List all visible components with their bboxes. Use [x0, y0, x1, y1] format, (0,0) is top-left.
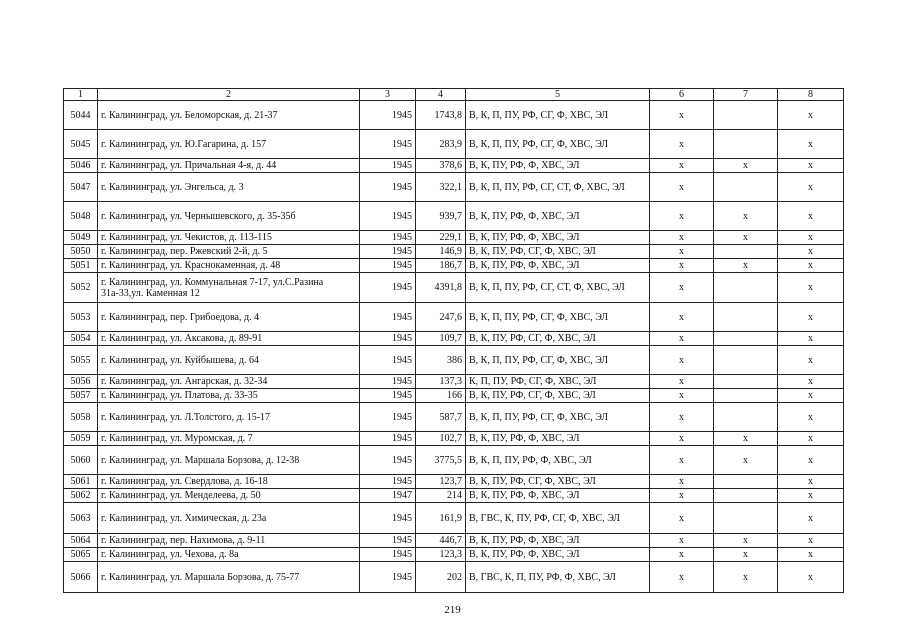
table-row [64, 475, 844, 489]
mark-col-8-cell: х [778, 173, 844, 202]
address-cell: г. Калининград, ул. Краснокаменная, д. 48 [98, 259, 360, 273]
year-built-cell: 1945 [360, 245, 416, 259]
table-row [64, 534, 844, 548]
mark-col-7-cell: х [714, 259, 778, 273]
record-number-cell: 5065 [64, 548, 98, 562]
table-row [64, 101, 844, 130]
mark-col-6-cell: х [650, 475, 714, 489]
record-number-cell: 5046 [64, 159, 98, 173]
year-built-cell: 1945 [360, 259, 416, 273]
table-row [64, 446, 844, 475]
record-number-cell: 5061 [64, 475, 98, 489]
address-cell: г. Калининград, ул. Чернышевского, д. 35-35б [98, 202, 360, 231]
table-row [64, 389, 844, 403]
mark-col-7-cell: х [714, 446, 778, 475]
mark-col-6-cell: х [650, 173, 714, 202]
table-row [64, 173, 844, 202]
area-cell: 123,3 [416, 548, 466, 562]
mark-col-6-cell: х [650, 273, 714, 303]
mark-col-8-cell: х [778, 475, 844, 489]
mark-col-6-cell: х [650, 446, 714, 475]
mark-col-8-cell: х [778, 432, 844, 446]
mark-col-7-cell [714, 130, 778, 159]
year-built-cell: 1945 [360, 503, 416, 534]
mark-col-6-cell: х [650, 303, 714, 332]
utilities-cell: В, К, П, ПУ, РФ, СГ, Ф, ХВС, ЭЛ [466, 403, 650, 432]
record-number-cell: 5051 [64, 259, 98, 273]
mark-col-6-cell: х [650, 332, 714, 346]
mark-col-8-cell: х [778, 159, 844, 173]
mark-col-6-cell: х [650, 548, 714, 562]
table-row [64, 346, 844, 375]
year-built-cell: 1945 [360, 548, 416, 562]
mark-col-6-cell: х [650, 346, 714, 375]
mark-col-8-cell: х [778, 303, 844, 332]
year-built-cell: 1945 [360, 389, 416, 403]
record-number-cell: 5054 [64, 332, 98, 346]
mark-col-6-cell: х [650, 231, 714, 245]
address-cell: г. Калининград, ул. Энгельса, д. 3 [98, 173, 360, 202]
mark-col-8-cell: х [778, 389, 844, 403]
address-cell: г. Калининград, ул. Коммунальная 7-17, ул.С.Разина 31а-33,ул. Каменная 12 [98, 273, 360, 303]
housing-register-table [63, 88, 844, 593]
mark-col-7-cell [714, 273, 778, 303]
address-cell: г. Калининград, ул. Ю.Гагарина, д. 157 [98, 130, 360, 159]
record-number-cell: 5066 [64, 562, 98, 593]
mark-col-8-cell: х [778, 332, 844, 346]
utilities-cell: В, К, ПУ, РФ, СГ, Ф, ХВС, ЭЛ [466, 475, 650, 489]
mark-col-6-cell: х [650, 534, 714, 548]
area-cell: 283,9 [416, 130, 466, 159]
record-number-cell: 5055 [64, 346, 98, 375]
mark-col-8-cell: х [778, 231, 844, 245]
utilities-cell: В, К, ПУ, РФ, Ф, ХВС, ЭЛ [466, 548, 650, 562]
mark-col-7-cell [714, 503, 778, 534]
utilities-cell: В, К, П, ПУ, РФ, СГ, Ф, ХВС, ЭЛ [466, 130, 650, 159]
year-built-cell: 1945 [360, 231, 416, 245]
record-number-cell: 5058 [64, 403, 98, 432]
utilities-cell: В, К, ПУ, РФ, Ф, ХВС, ЭЛ [466, 489, 650, 503]
mark-col-8-cell: х [778, 273, 844, 303]
mark-col-6-cell: х [650, 489, 714, 503]
utilities-cell: В, К, П, ПУ, РФ, СГ, СТ, Ф, ХВС, ЭЛ [466, 273, 650, 303]
table-row [64, 202, 844, 231]
utilities-cell: В, К, ПУ, РФ, СГ, Ф, ХВС, ЭЛ [466, 389, 650, 403]
mark-col-8-cell: х [778, 489, 844, 503]
area-cell: 3775,5 [416, 446, 466, 475]
table-row [64, 548, 844, 562]
year-built-cell: 1945 [360, 202, 416, 231]
mark-col-7-cell [714, 389, 778, 403]
mark-col-7-cell: х [714, 562, 778, 593]
record-number-cell: 5044 [64, 101, 98, 130]
mark-col-7-cell: х [714, 432, 778, 446]
address-cell: г. Калининград, ул. Муромская, д. 7 [98, 432, 360, 446]
address-cell: г. Калининград, ул. Аксакова, д. 89-91 [98, 332, 360, 346]
mark-col-8-cell: х [778, 562, 844, 593]
mark-col-6-cell: х [650, 130, 714, 159]
mark-col-7-cell [714, 332, 778, 346]
address-cell: г. Калининград, пер. Нахимова, д. 9-11 [98, 534, 360, 548]
mark-col-8-cell: х [778, 130, 844, 159]
address-cell: г. Калининград, ул. Причальная 4-я, д. 44 [98, 159, 360, 173]
table-row [64, 403, 844, 432]
record-number-cell: 5049 [64, 231, 98, 245]
area-cell: 446,7 [416, 534, 466, 548]
year-built-cell: 1945 [360, 562, 416, 593]
record-number-cell: 5060 [64, 446, 98, 475]
mark-col-8-cell: х [778, 202, 844, 231]
area-cell: 939,7 [416, 202, 466, 231]
address-cell: г. Калининград, пер. Грибоедова, д. 4 [98, 303, 360, 332]
page-number: 219 [444, 604, 461, 616]
table-row [64, 273, 844, 303]
column-header-7: 7 [714, 89, 778, 101]
utilities-cell: В, К, П, ПУ, РФ, Ф, ХВС, ЭЛ [466, 446, 650, 475]
area-cell: 146,9 [416, 245, 466, 259]
utilities-cell: В, К, П, ПУ, РФ, СГ, Ф, ХВС, ЭЛ [466, 346, 650, 375]
record-number-cell: 5056 [64, 375, 98, 389]
utilities-cell: В, ГВС, К, ПУ, РФ, СГ, Ф, ХВС, ЭЛ [466, 503, 650, 534]
year-built-cell: 1945 [360, 159, 416, 173]
mark-col-7-cell [714, 245, 778, 259]
year-built-cell: 1945 [360, 534, 416, 548]
mark-col-8-cell: х [778, 259, 844, 273]
utilities-cell: В, К, ПУ, РФ, Ф, ХВС, ЭЛ [466, 259, 650, 273]
table-row [64, 130, 844, 159]
mark-col-8-cell: х [778, 375, 844, 389]
mark-col-7-cell [714, 403, 778, 432]
record-number-cell: 5064 [64, 534, 98, 548]
mark-col-7-cell: х [714, 548, 778, 562]
mark-col-7-cell: х [714, 202, 778, 231]
area-cell: 386 [416, 346, 466, 375]
mark-col-8-cell: х [778, 245, 844, 259]
address-cell: г. Калининград, ул. Куйбышева, д. 64 [98, 346, 360, 375]
address-cell: г. Калининград, ул. Чехова, д. 8а [98, 548, 360, 562]
mark-col-6-cell: х [650, 403, 714, 432]
record-number-cell: 5045 [64, 130, 98, 159]
table-row [64, 159, 844, 173]
area-cell: 161,9 [416, 503, 466, 534]
area-cell: 202 [416, 562, 466, 593]
utilities-cell: В, К, ПУ, РФ, Ф, ХВС, ЭЛ [466, 231, 650, 245]
mark-col-7-cell [714, 173, 778, 202]
year-built-cell: 1945 [360, 375, 416, 389]
mark-col-7-cell [714, 489, 778, 503]
utilities-cell: В, К, П, ПУ, РФ, СГ, Ф, ХВС, ЭЛ [466, 101, 650, 130]
year-built-cell: 1945 [360, 303, 416, 332]
table-row [64, 231, 844, 245]
mark-col-7-cell: х [714, 159, 778, 173]
year-built-cell: 1945 [360, 332, 416, 346]
address-cell: г. Калининград, ул. Чекистов, д. 113-115 [98, 231, 360, 245]
column-header-1: 1 [64, 89, 98, 101]
mark-col-6-cell: х [650, 202, 714, 231]
utilities-cell: В, К, ПУ, РФ, Ф, ХВС, ЭЛ [466, 432, 650, 446]
utilities-cell: В, К, ПУ, РФ, Ф, ХВС, ЭЛ [466, 159, 650, 173]
table-row [64, 562, 844, 593]
column-header-3: 3 [360, 89, 416, 101]
mark-col-6-cell: х [650, 101, 714, 130]
table-row [64, 503, 844, 534]
address-cell: г. Калининград, ул. Менделеева, д. 50 [98, 489, 360, 503]
address-cell: г. Калининград, ул. Беломорская, д. 21-37 [98, 101, 360, 130]
address-cell: г. Калининград, ул. Маршала Борзова, д. 75-77 [98, 562, 360, 593]
address-cell: г. Калининград, ул. Ангарская, д. 32-34 [98, 375, 360, 389]
year-built-cell: 1945 [360, 101, 416, 130]
record-number-cell: 5062 [64, 489, 98, 503]
year-built-cell: 1947 [360, 489, 416, 503]
utilities-cell: В, ГВС, К, П, ПУ, РФ, Ф, ХВС, ЭЛ [466, 562, 650, 593]
year-built-cell: 1945 [360, 130, 416, 159]
year-built-cell: 1945 [360, 273, 416, 303]
mark-col-7-cell [714, 303, 778, 332]
mark-col-7-cell [714, 101, 778, 130]
year-built-cell: 1945 [360, 475, 416, 489]
table-row [64, 432, 844, 446]
utilities-cell: В, К, ПУ, РФ, Ф, ХВС, ЭЛ [466, 202, 650, 231]
address-cell: г. Калининград, ул. Маршала Борзова, д. 12-38 [98, 446, 360, 475]
year-built-cell: 1945 [360, 173, 416, 202]
area-cell: 137,3 [416, 375, 466, 389]
column-header-8: 8 [778, 89, 844, 101]
mark-col-8-cell: х [778, 101, 844, 130]
area-cell: 214 [416, 489, 466, 503]
utilities-cell: В, К, ПУ, РФ, Ф, ХВС, ЭЛ [466, 534, 650, 548]
area-cell: 587,7 [416, 403, 466, 432]
area-cell: 1743,8 [416, 101, 466, 130]
header-row [64, 89, 844, 101]
record-number-cell: 5050 [64, 245, 98, 259]
mark-col-6-cell: х [650, 245, 714, 259]
record-number-cell: 5057 [64, 389, 98, 403]
address-cell: г. Калининград, ул. Химическая, д. 23а [98, 503, 360, 534]
area-cell: 123,7 [416, 475, 466, 489]
record-number-cell: 5059 [64, 432, 98, 446]
mark-col-7-cell: х [714, 231, 778, 245]
area-cell: 102,7 [416, 432, 466, 446]
area-cell: 322,1 [416, 173, 466, 202]
mark-col-8-cell: х [778, 446, 844, 475]
area-cell: 4391,8 [416, 273, 466, 303]
column-header-5: 5 [466, 89, 650, 101]
mark-col-7-cell [714, 475, 778, 489]
table-row [64, 303, 844, 332]
year-built-cell: 1945 [360, 346, 416, 375]
column-header-2: 2 [98, 89, 360, 101]
record-number-cell: 5063 [64, 503, 98, 534]
table-row [64, 259, 844, 273]
mark-col-6-cell: х [650, 259, 714, 273]
mark-col-7-cell [714, 375, 778, 389]
mark-col-8-cell: х [778, 346, 844, 375]
mark-col-8-cell: х [778, 548, 844, 562]
area-cell: 109,7 [416, 332, 466, 346]
record-number-cell: 5053 [64, 303, 98, 332]
column-header-4: 4 [416, 89, 466, 101]
column-header-6: 6 [650, 89, 714, 101]
utilities-cell: В, К, ПУ, РФ, СГ, Ф, ХВС, ЭЛ [466, 332, 650, 346]
utilities-cell: В, К, П, ПУ, РФ, СГ, СТ, Ф, ХВС, ЭЛ [466, 173, 650, 202]
address-cell: г. Калининград, ул. Платова, д. 33-35 [98, 389, 360, 403]
area-cell: 247,6 [416, 303, 466, 332]
mark-col-7-cell: х [714, 534, 778, 548]
year-built-cell: 1945 [360, 432, 416, 446]
area-cell: 186,7 [416, 259, 466, 273]
mark-col-8-cell: х [778, 403, 844, 432]
mark-col-8-cell: х [778, 503, 844, 534]
area-cell: 166 [416, 389, 466, 403]
mark-col-7-cell [714, 346, 778, 375]
utilities-cell: К, П, ПУ, РФ, СГ, Ф, ХВС, ЭЛ [466, 375, 650, 389]
area-cell: 229,1 [416, 231, 466, 245]
mark-col-6-cell: х [650, 159, 714, 173]
address-cell: г. Калининград, ул. Свердлова, д. 16-18 [98, 475, 360, 489]
mark-col-6-cell: х [650, 432, 714, 446]
mark-col-8-cell: х [778, 534, 844, 548]
table-row [64, 489, 844, 503]
address-cell: г. Калининград, пер. Ржевский 2-й, д. 5 [98, 245, 360, 259]
mark-col-6-cell: х [650, 389, 714, 403]
year-built-cell: 1945 [360, 403, 416, 432]
area-cell: 378,6 [416, 159, 466, 173]
utilities-cell: В, К, П, ПУ, РФ, СГ, Ф, ХВС, ЭЛ [466, 303, 650, 332]
mark-col-6-cell: х [650, 562, 714, 593]
mark-col-6-cell: х [650, 503, 714, 534]
mark-col-6-cell: х [650, 375, 714, 389]
table-row [64, 245, 844, 259]
table-row [64, 332, 844, 346]
record-number-cell: 5048 [64, 202, 98, 231]
table-row [64, 375, 844, 389]
utilities-cell: В, К, ПУ, РФ, СГ, Ф, ХВС, ЭЛ [466, 245, 650, 259]
record-number-cell: 5052 [64, 273, 98, 303]
address-cell: г. Калининград, ул. Л.Толстого, д. 15-17 [98, 403, 360, 432]
year-built-cell: 1945 [360, 446, 416, 475]
record-number-cell: 5047 [64, 173, 98, 202]
